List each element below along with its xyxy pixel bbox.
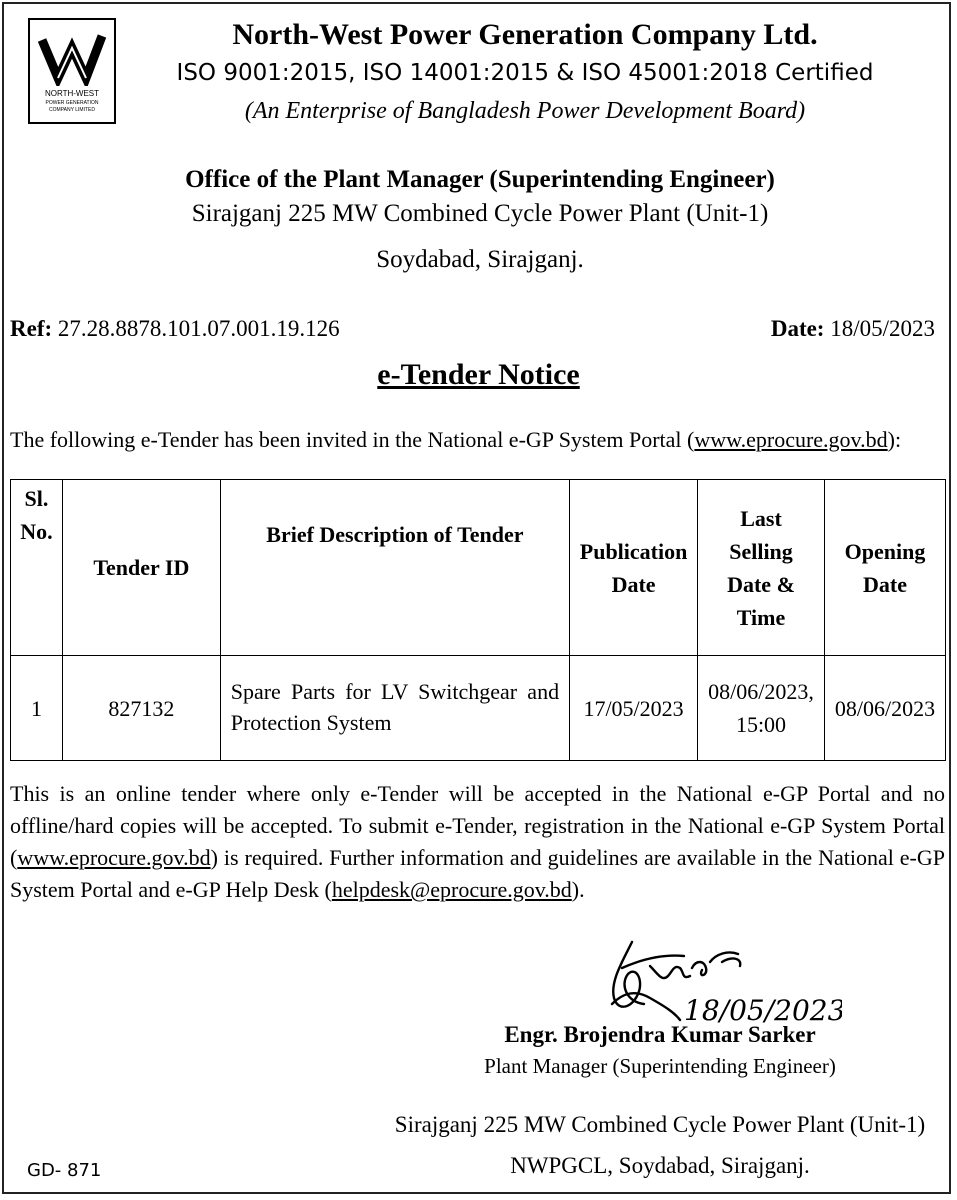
signature-scribble-icon (592, 932, 842, 1032)
signer-plant: Sirajganj 225 MW Combined Cycle Power Plant (Unit-1) (394, 1112, 926, 1137)
cell-tender-id: 827132 (62, 656, 220, 761)
date-label: Date: (770, 316, 825, 341)
logo-text-1: NORTH-WEST (44, 89, 100, 98)
notice-date (771, 316, 935, 342)
eprocure-link[interactable]: www.eprocure.gov.bd (694, 427, 888, 452)
table-header-row (11, 480, 946, 656)
cell-last-selling (698, 656, 825, 761)
ref-value: 27.28.8878.101.07.001.19.126 (57, 316, 340, 341)
signer-address: NWPGCL, Soydabad, Sirajganj. (510, 1153, 810, 1178)
signer-name: Engr. Brojendra Kumar Sarker (504, 1022, 816, 1047)
gd-code: GD- 871 (27, 1160, 102, 1181)
iso-certification: ISO 9001:2015, ISO 14001:2015 & ISO 45001:2018 Certified (176, 60, 874, 86)
signer-title: Plant Manager (Superintending Engineer) (484, 1054, 836, 1078)
pub-header-line1: Publication (579, 538, 688, 564)
col-header-last-selling (698, 480, 825, 656)
ref-label: Ref: (10, 316, 53, 341)
col-header-description (220, 480, 569, 656)
nw-logo-icon (36, 28, 108, 86)
cell-publication-date: 17/05/2023 (570, 656, 698, 761)
col-header-publication (570, 480, 698, 656)
pub-header-line2: Date (611, 571, 656, 597)
intro-text-end: ): (887, 427, 902, 452)
body-text-3: ). (571, 877, 585, 902)
intro-text (10, 427, 940, 453)
last-selling-date: 08/06/2023, (708, 679, 814, 704)
office-title: Office of the Plant Manager (Superintending Engineer) (185, 166, 775, 193)
company-logo (28, 18, 116, 124)
last-header-line3: Date & (727, 571, 795, 597)
date-value: 18/05/2023 (830, 316, 935, 341)
logo-text-3: COMPANY LIMITED (49, 107, 95, 113)
body-text-1: This is an online tender where only e-Tender will be accepted in the National e-GP Portal and no offline/hard copies will be accepted. To submit e-Tender, registration in the National e-GP System Portal ( (10, 781, 945, 870)
open-header-line1: Opening (844, 538, 926, 564)
body-text-2: ) is required. Further information and guidelines are available in the National e-GP System Portal and e-GP Help Desk ( (10, 845, 945, 902)
eprocure-link-2[interactable]: www.eprocure.gov.bd (17, 845, 211, 870)
open-header-line2: Date (863, 571, 907, 597)
company-name: North-West Power Generation Company Ltd. (232, 18, 818, 51)
notice-title: e-Tender Notice (377, 358, 580, 391)
sl-header-line1: Sl. (24, 486, 49, 511)
helpdesk-email-link[interactable]: helpdesk@eprocure.gov.bd (331, 877, 572, 902)
cell-sl: 1 (11, 656, 63, 761)
tender-id-header: Tender ID (93, 555, 190, 580)
last-header-line2: Selling (729, 538, 793, 564)
logo-text-2: POWER GENERATION (45, 100, 99, 106)
office-location: Soydabad, Sirajganj. (376, 246, 584, 273)
cell-opening-date: 08/06/2023 (824, 656, 945, 761)
signature-date: 18/05/2023 (684, 994, 842, 1027)
sl-header-line2: No. (20, 519, 53, 544)
col-header-sl (11, 480, 63, 656)
description-header: Brief Description of Tender (266, 522, 524, 547)
last-header-line4: Time (736, 604, 786, 630)
col-header-opening (824, 480, 945, 656)
body-paragraph (10, 778, 945, 906)
tender-table (10, 479, 946, 761)
col-header-tender-id (62, 480, 220, 656)
enterprise-line: (An Enterprise of Bangladesh Power Development Board) (244, 98, 806, 124)
reference-number (10, 316, 340, 342)
last-selling-time: 15:00 (735, 712, 787, 737)
last-header-line1: Last (740, 505, 782, 531)
intro-text-start: The following e-Tender has been invited in the National e-GP System Portal ( (10, 427, 695, 452)
table-row (11, 656, 946, 761)
plant-name: Sirajganj 225 MW Combined Cycle Power Plant (Unit-1) (191, 200, 769, 227)
cell-description: Spare Parts for LV Switchgear and Protection System (220, 656, 569, 761)
